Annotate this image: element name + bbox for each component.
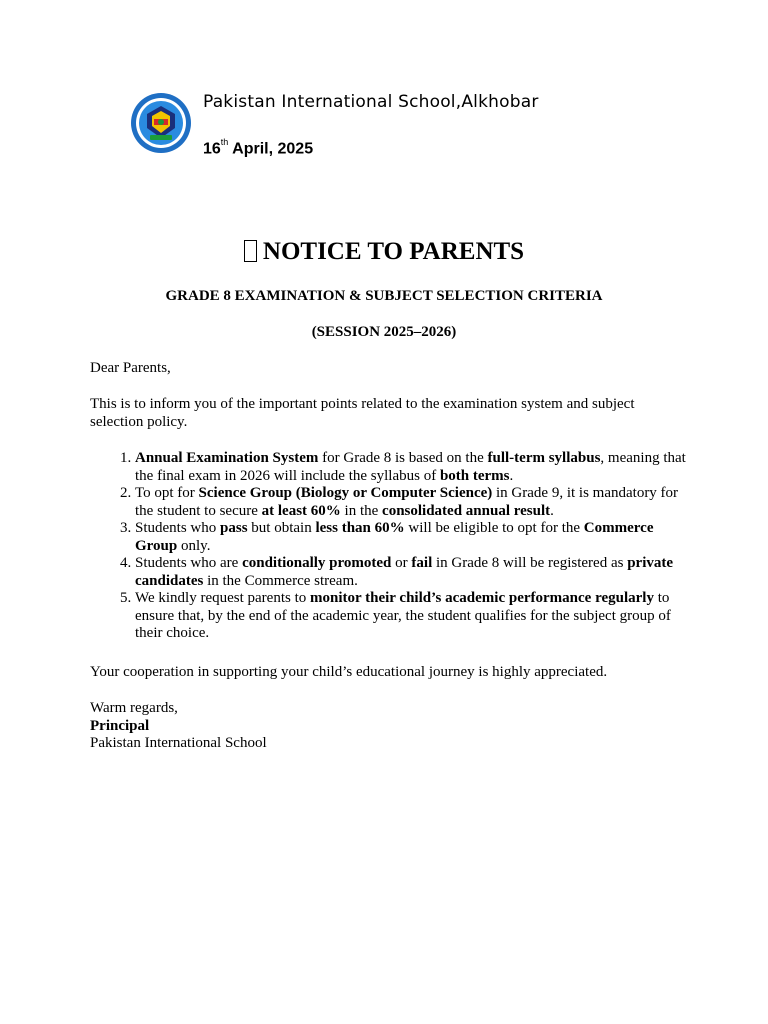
signature-block (90, 700, 686, 753)
point-text: . (509, 467, 514, 484)
point-text: We kindly request parents to (135, 590, 310, 606)
notice-point (135, 450, 686, 485)
intro-paragraph: This is to inform you of the important points related to the examination system and subject selection policy. (90, 396, 635, 430)
point-text: Students who (135, 520, 221, 536)
notice-point (135, 555, 686, 590)
point-text: in the (340, 502, 383, 519)
point-text: Students who are (135, 555, 243, 571)
point-text: to ensure that, by the end of the academic year, the student qualifies for the subject group of their choice. (135, 590, 671, 641)
point-text: only. (177, 537, 211, 554)
date-day: 16 (203, 140, 221, 158)
signer-org: Pakistan International School (90, 735, 267, 751)
missing-glyph-icon (244, 240, 257, 262)
points-list-container (90, 450, 686, 643)
point-bold-text: pass (220, 520, 248, 536)
point-bold-text: fail (411, 555, 433, 571)
notice-title-text: NOTICE TO PARENTS (262, 238, 525, 265)
notice-date (203, 139, 313, 158)
date-rest: April, 2025 (228, 140, 314, 158)
point-bold-text: full-term syllabus (487, 450, 601, 466)
closing-line: Your cooperation in supporting your child’s educational journey is highly appreciated. (90, 664, 608, 680)
point-bold-text: both terms (439, 467, 510, 484)
point-text: will be eligible to opt for the (404, 520, 584, 536)
point-bold-text: private candidates (135, 555, 674, 589)
point-text: To opt for (135, 485, 199, 501)
point-text: in Grade 8 will be registered as (432, 555, 628, 571)
point-bold-text: less than 60% (315, 520, 405, 536)
notice-point (135, 590, 686, 643)
point-text: in Grade 9, it is mandatory for the student to secure (135, 485, 679, 519)
signer-title: Principal (90, 717, 150, 734)
point-text: in the Commerce stream. (203, 572, 358, 589)
salutation: Dear Parents, (90, 360, 171, 376)
point-bold-text: Science Group (Biology or Computer Science) (198, 485, 493, 501)
date-suffix: th (220, 137, 229, 147)
point-bold-text: at least 60% (261, 502, 341, 519)
point-bold-text: Commerce Group (135, 520, 654, 554)
point-bold-text: consolidated annual result (382, 502, 551, 519)
notice-title (0, 238, 768, 266)
point-bold-text: monitor their child’s academic performance regularly (310, 590, 654, 606)
point-text: , meaning that the final exam in 2026 will include the syllabus of (135, 450, 686, 484)
point-text: . (550, 502, 554, 519)
regards-line: Warm regards, (90, 700, 178, 716)
notice-point (135, 485, 686, 520)
point-text: but obtain (247, 520, 316, 536)
notice-subtitle: GRADE 8 EXAMINATION & SUBJECT SELECTION CRITERIA (165, 288, 603, 304)
point-text: for Grade 8 is based on the (318, 450, 488, 466)
notice-point (135, 520, 686, 555)
points-list (90, 450, 686, 643)
point-bold-text: conditionally promoted (242, 555, 392, 571)
school-name: Pakistan International School,Alkhobar (203, 92, 539, 112)
point-bold-text: Annual Examination System (135, 450, 319, 466)
point-text: or (391, 555, 412, 571)
school-logo (130, 92, 192, 154)
notice-session: (SESSION 2025–2026) (311, 324, 457, 340)
